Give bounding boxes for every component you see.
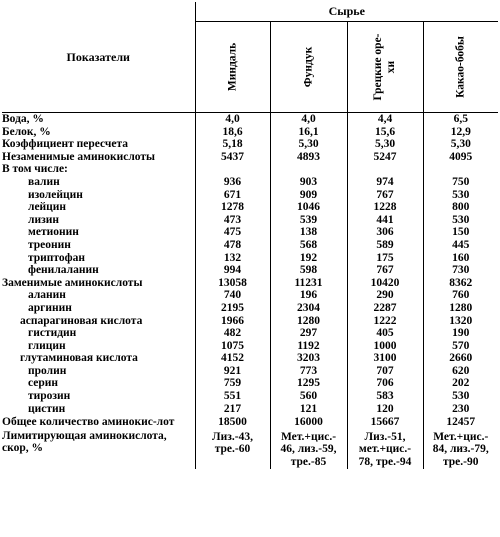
row-value: 1075: [221, 339, 244, 352]
table-row: [2, 289, 498, 302]
row-label: Лимитирующая аминокислота, скор, %: [2, 430, 195, 469]
row-value: 3203: [270, 352, 347, 365]
table-row: [2, 214, 498, 227]
row-value: 5247: [347, 151, 423, 164]
row-label: аспарагиновая кислота: [2, 315, 195, 328]
row-value: 297: [270, 327, 347, 340]
row-value: 473: [223, 213, 242, 226]
column-header-almond: Миндаль: [195, 22, 270, 113]
table-row: [2, 113, 498, 126]
table-row: [2, 264, 498, 277]
row-value: 18500: [218, 416, 247, 429]
table-row: [2, 315, 498, 328]
row-value: 1000: [347, 340, 423, 353]
row-value: 707: [347, 365, 423, 378]
row-value: 230: [423, 403, 498, 416]
column-header-hazelnut: Фундук: [270, 22, 347, 113]
row-value: 441: [347, 214, 423, 227]
cell-line: Мет.+цис.-: [280, 430, 337, 443]
table-row: [2, 352, 498, 365]
cell-line: тре.-60: [214, 443, 251, 456]
column-header-cocoa: Какао-бобы: [423, 22, 498, 113]
row-value: 405: [347, 327, 423, 340]
cell-line: 78, тре.-94: [358, 456, 412, 469]
row-value: [423, 430, 498, 469]
row-value: 1280: [270, 315, 347, 328]
table-row: [2, 163, 498, 176]
row-value: 1046: [270, 201, 347, 214]
row-value: 759: [223, 377, 242, 390]
table-row: [2, 415, 498, 430]
row-value: 740: [223, 289, 242, 302]
row-value: 16000: [270, 415, 347, 430]
table-row-limiting: [2, 430, 498, 469]
row-label: гистидин: [2, 327, 195, 340]
row-value: [270, 430, 347, 469]
row-label: Заменимые аминокислоты: [2, 277, 195, 290]
table-row: [2, 277, 498, 290]
row-value: 445: [423, 239, 498, 252]
row-value: 1320: [423, 315, 498, 328]
row-label: серин: [2, 377, 195, 390]
row-value: 8362: [423, 277, 498, 290]
row-value: 560: [270, 390, 347, 403]
row-label: Общее количество аминокис-лот: [2, 415, 195, 430]
row-value: 909: [270, 189, 347, 202]
row-value: 1222: [347, 315, 423, 328]
row-value: 760: [423, 289, 498, 302]
row-value: 12457: [423, 415, 498, 430]
row-value: 120: [347, 403, 423, 416]
row-value: 4,0: [225, 113, 240, 125]
row-value: 583: [347, 390, 423, 403]
row-value: 1966: [221, 314, 244, 327]
row-value: [347, 430, 423, 469]
row-value: 706: [347, 377, 423, 390]
table-row: [2, 126, 498, 139]
table-row: [2, 138, 498, 151]
row-label: валин: [2, 176, 195, 189]
row-value: 773: [270, 365, 347, 378]
cell-line: Лиз.-51,: [364, 430, 406, 443]
row-value: 196: [270, 289, 347, 302]
row-label: триптофан: [2, 252, 195, 265]
row-label: В том числе:: [2, 163, 195, 176]
cell-line: 84, лиз.-79,: [432, 443, 489, 456]
row-value: [347, 163, 423, 176]
row-value: 11231: [270, 277, 347, 290]
indicator-header: Показатели: [2, 2, 195, 113]
row-value: 4,0: [270, 113, 347, 126]
table-row: [2, 176, 498, 189]
row-value: 15,6: [347, 126, 423, 139]
row-value: 994: [223, 264, 242, 277]
row-value: 132: [223, 251, 242, 264]
row-value: 138: [270, 226, 347, 239]
cell-line: мет.+цис.-: [358, 443, 412, 456]
row-label: пролин: [2, 365, 195, 378]
row-value: 150: [423, 226, 498, 239]
row-value: 4152: [221, 352, 244, 365]
row-value: 730: [423, 264, 498, 277]
table-row: [2, 340, 498, 353]
row-value: 1278: [221, 201, 244, 214]
row-label: Вода, %: [2, 113, 195, 126]
row-value: 290: [347, 289, 423, 302]
row-value: 3100: [347, 352, 423, 365]
row-value: 551: [223, 390, 242, 403]
row-value: 482: [223, 327, 242, 340]
row-value: 750: [423, 176, 498, 189]
row-value: 1295: [270, 377, 347, 390]
row-value: 4893: [270, 151, 347, 164]
row-value: 15667: [347, 415, 423, 430]
row-value: 175: [347, 252, 423, 265]
row-label: лизин: [2, 214, 195, 227]
row-value: 598: [270, 264, 347, 277]
table-row: [2, 390, 498, 403]
row-label: тирозин: [2, 390, 195, 403]
row-value: 903: [270, 176, 347, 189]
row-value: 192: [270, 252, 347, 265]
row-label: лейцин: [2, 201, 195, 214]
row-value: 767: [347, 189, 423, 202]
row-value: 202: [423, 377, 498, 390]
table-row: [2, 151, 498, 164]
cell-line: Лиз.-43,: [212, 430, 253, 443]
row-value: 1192: [270, 340, 347, 353]
table-row: [2, 365, 498, 378]
row-value: [270, 163, 347, 176]
row-label: изолейцин: [2, 189, 195, 202]
row-label: аргинин: [2, 302, 195, 315]
row-value: 5,18: [222, 138, 243, 151]
row-label: треонин: [2, 239, 195, 252]
row-value: 589: [347, 239, 423, 252]
row-value: 921: [223, 364, 242, 377]
row-value: 800: [423, 201, 498, 214]
row-value: 974: [347, 176, 423, 189]
row-value: 1280: [423, 302, 498, 315]
row-label: аланин: [2, 289, 195, 302]
table-row: [2, 327, 498, 340]
table-row: [2, 377, 498, 390]
row-label: Белок, %: [2, 126, 195, 139]
raw-material-header: Сырье: [195, 2, 498, 22]
table-row: [2, 302, 498, 315]
row-value: 306: [347, 226, 423, 239]
row-value: 160: [423, 252, 498, 265]
row-value: 530: [423, 189, 498, 202]
row-value: 539: [270, 214, 347, 227]
row-value: 5437: [221, 150, 244, 163]
row-value: 2195: [221, 301, 244, 314]
row-label: фенилаланин: [2, 264, 195, 277]
table-row: [2, 189, 498, 202]
row-value: 478: [223, 238, 242, 251]
amino-acid-table: [2, 2, 498, 469]
row-value: 4,4: [347, 113, 423, 126]
row-value: 217: [223, 402, 242, 415]
row-label: глицин: [2, 340, 195, 353]
table-body: [2, 113, 498, 469]
table-row: [2, 226, 498, 239]
row-value: 13058: [218, 276, 247, 289]
row-value: 4095: [423, 151, 498, 164]
row-value: 620: [423, 365, 498, 378]
row-value: 16,1: [270, 126, 347, 139]
row-value: 530: [423, 390, 498, 403]
column-header-walnut: Грецкие оре- хи: [347, 22, 423, 113]
row-label: метионин: [2, 226, 195, 239]
row-value: 475: [223, 226, 242, 239]
row-value: 530: [423, 214, 498, 227]
row-value: [195, 430, 270, 469]
cell-line: Мет.+цис.-: [433, 430, 489, 443]
cell-line: тре.-90: [443, 456, 479, 469]
row-value: 2660: [423, 352, 498, 365]
table-row: [2, 252, 498, 265]
row-value: 12,9: [423, 126, 498, 139]
row-value: [195, 163, 270, 176]
table-row: [2, 239, 498, 252]
row-value: 671: [223, 188, 242, 201]
row-label: Коэффициент пересчета: [2, 138, 195, 151]
table-row: [2, 403, 498, 416]
table-row: [2, 201, 498, 214]
row-value: 568: [270, 239, 347, 252]
cell-line: 46, лиз.-59,: [280, 443, 337, 456]
row-value: 570: [423, 340, 498, 353]
row-label: Незаменимые аминокислоты: [2, 151, 195, 164]
row-value: 2304: [270, 302, 347, 315]
row-value: 936: [223, 175, 242, 188]
row-value: 6,5: [423, 113, 498, 126]
row-value: 5,30: [423, 138, 498, 151]
row-value: 18,6: [222, 125, 243, 138]
row-value: 10420: [347, 277, 423, 290]
row-value: 767: [347, 264, 423, 277]
cell-line: тре.-85: [290, 456, 327, 469]
row-label: глутаминовая кислота: [2, 352, 195, 365]
row-label: цистин: [2, 403, 195, 416]
row-value: 121: [270, 403, 347, 416]
row-value: 5,30: [270, 138, 347, 151]
row-value: 1228: [347, 201, 423, 214]
row-value: [423, 163, 498, 176]
row-value: 190: [423, 327, 498, 340]
row-value: 5,30: [347, 138, 423, 151]
row-value: 2287: [347, 302, 423, 315]
